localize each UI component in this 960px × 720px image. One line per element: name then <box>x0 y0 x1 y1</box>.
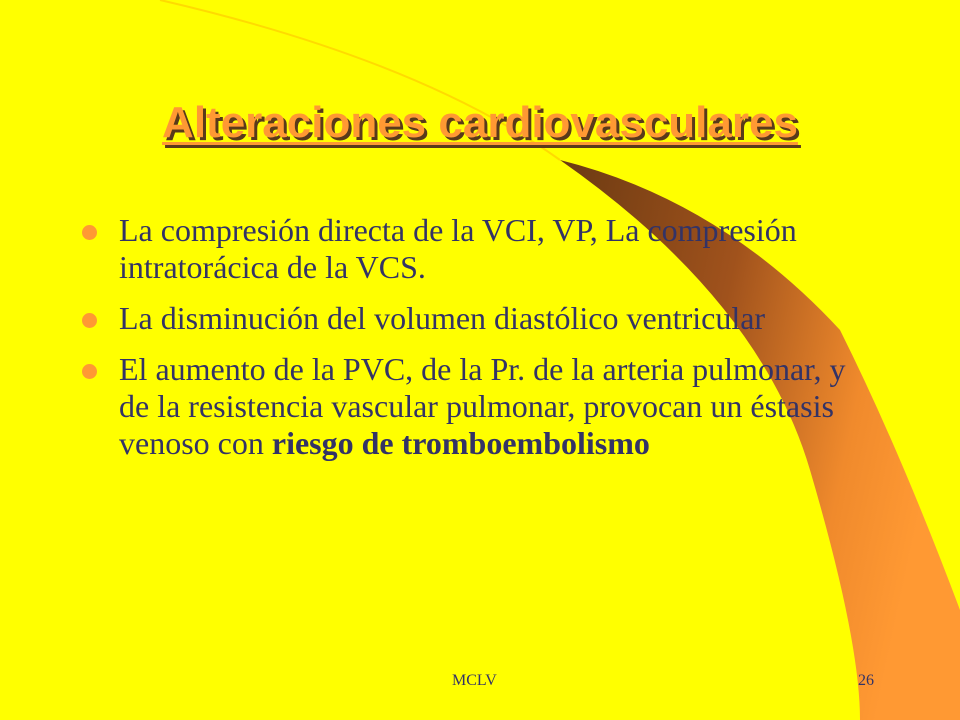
bullet-item-1 <box>82 212 882 286</box>
bullet-dot-icon <box>82 313 97 328</box>
bullet-text: La compresión directa de la VCI, VP, La compresión intratorácica de la VCS. <box>119 212 797 285</box>
footer-author: MCLV <box>452 672 497 689</box>
slide-title: Alteraciones cardiovasculares <box>162 98 798 147</box>
bullet-text: La disminución del volumen diastólico ventricular <box>119 300 766 336</box>
bullet-list <box>82 212 882 476</box>
bullet-dot-icon <box>82 364 97 379</box>
bullet-text: El aumento de la PVC, de la Pr. de la arteria pulmonar, y de la resistencia vascular pulmonar, provocan un éstasis venoso con <box>119 351 846 461</box>
bullet-dot-icon <box>82 225 97 240</box>
bullet-item-3 <box>82 351 882 462</box>
bullet-emphasis: riesgo de tromboembolismo <box>271 425 650 461</box>
footer-page-number: 26 <box>858 672 874 689</box>
bullet-item-2 <box>82 300 882 337</box>
